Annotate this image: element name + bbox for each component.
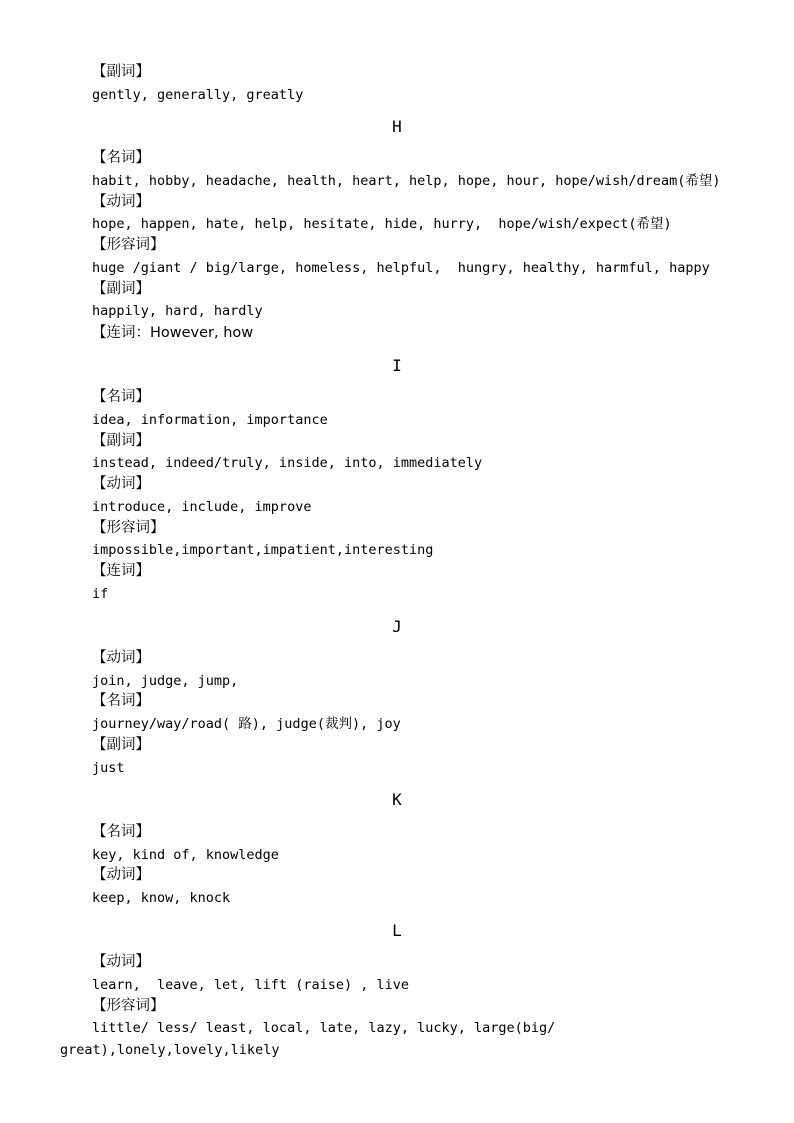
- word-list: hope, happen, hate, help, hesitate, hide, hurry, hope/wish/expect(希望): [92, 216, 672, 232]
- section-label-adjective: 【形容词】: [92, 237, 165, 253]
- word-list: just: [92, 760, 125, 776]
- section-label-noun: 【名词】: [92, 824, 150, 840]
- word-list: keep, know, knock: [92, 890, 231, 906]
- word-list: little/ less/ least, local, late, lazy, lucky, large(big/: [92, 1020, 556, 1036]
- word-list: join, judge, jump,: [92, 673, 239, 689]
- word-list: journey/way/road( 路), judge(裁判), joy: [92, 716, 401, 732]
- word-list: huge /giant / big/large, homeless, helpful, hungry, healthy, harmful, happy: [92, 260, 710, 276]
- section-label-conjunction: 【连词】: [92, 563, 150, 579]
- section-label-noun: 【名词】: [92, 693, 150, 709]
- letter-heading-l: L: [392, 921, 402, 940]
- section-label-verb: 【动词】: [92, 650, 150, 666]
- letter-heading-k: K: [392, 790, 402, 809]
- section-label-verb: 【动词】: [92, 476, 150, 492]
- word-list: happily, hard, hardly: [92, 303, 263, 319]
- section-label-verb: 【动词】: [92, 954, 150, 970]
- word-list: idea, information, importance: [92, 412, 328, 428]
- section-label-adverb: 【副词】: [92, 737, 150, 753]
- word-list: if: [92, 586, 109, 602]
- section-label-adverb: 【副词】: [92, 281, 150, 297]
- section-label-adjective: 【形容词】: [92, 520, 165, 536]
- section-label-adverb: 【副词】: [92, 433, 150, 449]
- section-label-verb: 【动词】: [92, 867, 150, 883]
- section-label-noun: 【名词】: [92, 389, 150, 405]
- word-list: gently, generally, greatly: [92, 87, 304, 103]
- letter-heading-h: H: [392, 117, 402, 136]
- word-list: impossible,important,impatient,interesting: [92, 542, 434, 558]
- section-label-adjective: 【形容词】: [92, 998, 165, 1014]
- word-list-continuation: great),lonely,lovely,likely: [60, 1042, 280, 1058]
- section-label-noun: 【名词】: [92, 150, 150, 166]
- word-list: key, kind of, knowledge: [92, 847, 279, 863]
- word-list: introduce, include, improve: [92, 499, 312, 515]
- word-list: habit, hobby, headache, health, heart, help, hope, hour, hope/wish/dream(希望): [92, 173, 721, 189]
- letter-heading-i: I: [392, 356, 402, 375]
- section-label-adverb: 【副词】: [92, 64, 150, 80]
- word-list: learn, leave, let, lift (raise) , live: [92, 977, 409, 993]
- letter-heading-j: J: [392, 617, 402, 636]
- section-label-conjunction: 【连词：However, how: [92, 325, 254, 341]
- word-list: instead, indeed/truly, inside, into, immediately: [92, 455, 483, 471]
- section-label-verb: 【动词】: [92, 194, 150, 210]
